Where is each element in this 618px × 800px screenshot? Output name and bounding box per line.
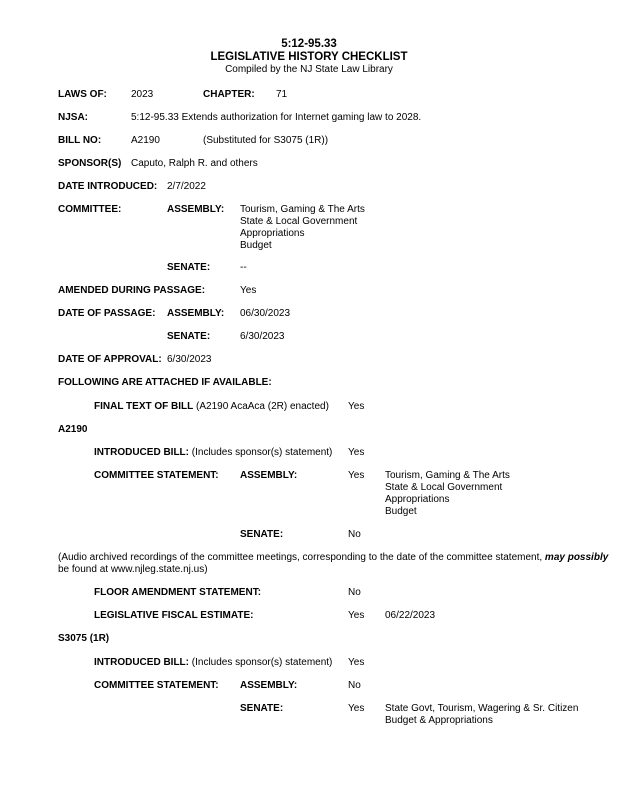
bill-substituted: (Substituted for S3075 (1R))	[203, 135, 329, 146]
a2190-introduced-note: (Includes sponsor(s) statement)	[191, 447, 333, 458]
s3075-introduced-value: Yes	[348, 657, 365, 668]
a2190-senate-label: SENATE:	[240, 529, 284, 540]
passage-senate-label: SENATE:	[167, 331, 211, 342]
audio-note-text: (Audio archived recordings of the committee meetings, corresponding to the date of the committee statement,	[58, 552, 545, 563]
passage-senate-value: 6/30/2023	[240, 331, 285, 342]
date-introduced-value: 2/7/2022	[167, 181, 206, 192]
final-text-label: FINAL TEXT OF BILL	[94, 401, 194, 412]
sponsors-value: Caputo, Ralph R. and others	[131, 158, 258, 169]
s3075-heading: S3075 (1R)	[58, 633, 110, 644]
a2190-assembly-value: Yes	[348, 470, 365, 481]
amended-value: Yes	[240, 285, 257, 296]
fiscal-estimate-value: Yes	[348, 610, 365, 621]
committee-assembly-item: State & Local Government	[240, 216, 358, 227]
a2190-introduced-value: Yes	[348, 447, 365, 458]
floor-amendment-label: FLOOR AMENDMENT STATEMENT:	[94, 587, 262, 598]
s3075-assembly-label: ASSEMBLY:	[240, 680, 298, 691]
njsa-value: 5:12-95.33 Extends authorization for Internet gaming law to 2028.	[131, 112, 422, 123]
bill-no-label: BILL NO:	[58, 135, 102, 146]
approval-value: 6/30/2023	[167, 354, 212, 365]
final-text-value: Yes	[348, 401, 365, 412]
sponsors-label: SPONSOR(S)	[58, 158, 122, 169]
audio-note-emphasis: may possibly	[544, 552, 609, 563]
a2190-introduced-row	[94, 447, 332, 459]
a2190-assembly-committee-list	[385, 470, 510, 518]
bill-no-value: A2190	[131, 135, 160, 146]
committee-assembly-item: Tourism, Gaming & The Arts	[240, 204, 365, 215]
a2190-introduced-label: INTRODUCED BILL:	[94, 447, 189, 458]
a2190-heading: A2190	[58, 424, 88, 435]
committee-label: COMMITTEE:	[58, 204, 122, 215]
chapter-label: CHAPTER:	[203, 89, 255, 100]
a2190-assembly-committee: Tourism, Gaming & The Arts	[385, 470, 510, 481]
s3075-senate-label: SENATE:	[240, 703, 284, 714]
a2190-assembly-committee: Budget	[385, 506, 417, 517]
chapter-value: 71	[276, 89, 288, 100]
audio-note-line2: be found at www.njleg.state.nj.us)	[58, 564, 208, 575]
committee-assembly-label: ASSEMBLY:	[167, 204, 225, 215]
s3075-senate-value: Yes	[348, 703, 365, 714]
passage-assembly-label: ASSEMBLY:	[167, 308, 225, 319]
a2190-committee-label: COMMITTEE STATEMENT:	[94, 470, 219, 481]
a2190-assembly-committee: State & Local Government	[385, 482, 503, 493]
s3075-senate-committee-list	[385, 703, 578, 727]
committee-assembly-item: Budget	[240, 240, 272, 251]
committee-senate-value: --	[240, 262, 247, 273]
audio-note-line1	[58, 552, 608, 564]
s3075-introduced-label: INTRODUCED BILL:	[94, 657, 189, 668]
a2190-senate-value: No	[348, 529, 361, 540]
laws-of-value: 2023	[131, 89, 154, 100]
floor-amendment-value: No	[348, 587, 361, 598]
njsa-label: NJSA:	[58, 112, 89, 123]
fiscal-estimate-label: LEGISLATIVE FISCAL ESTIMATE:	[94, 610, 254, 621]
fiscal-estimate-date: 06/22/2023	[385, 610, 436, 621]
approval-label: DATE OF APPROVAL:	[58, 354, 162, 365]
a2190-assembly-label: ASSEMBLY:	[240, 470, 298, 481]
committee-assembly-item: Appropriations	[240, 228, 305, 239]
s3075-assembly-value: No	[348, 680, 361, 691]
committee-senate-label: SENATE:	[167, 262, 211, 273]
attached-heading: FOLLOWING ARE ATTACHED IF AVAILABLE:	[58, 377, 272, 388]
date-introduced-label: DATE INTRODUCED:	[58, 181, 158, 192]
s3075-senate-committee: Budget & Appropriations	[385, 715, 493, 726]
final-text-note: (A2190 AcaAca (2R) enacted)	[196, 401, 329, 412]
passage-assembly-value: 06/30/2023	[240, 308, 291, 319]
document-title: 5:12-95.33	[281, 38, 337, 50]
compiled-by: Compiled by the NJ State Law Library	[225, 64, 393, 75]
s3075-introduced-note: (Includes sponsor(s) statement)	[191, 657, 333, 668]
s3075-committee-label: COMMITTEE STATEMENT:	[94, 680, 219, 691]
final-text-row	[94, 401, 329, 413]
a2190-assembly-committee: Appropriations	[385, 494, 450, 505]
passage-label: DATE OF PASSAGE:	[58, 308, 156, 319]
s3075-senate-committee: State Govt, Tourism, Wagering & Sr. Citizen	[385, 703, 579, 714]
amended-label: AMENDED DURING PASSAGE:	[58, 285, 206, 296]
s3075-introduced-row	[94, 657, 332, 669]
document-subtitle: LEGISLATIVE HISTORY CHECKLIST	[210, 51, 408, 63]
laws-of-label: LAWS OF:	[58, 89, 107, 100]
committee-assembly-list	[240, 204, 365, 252]
